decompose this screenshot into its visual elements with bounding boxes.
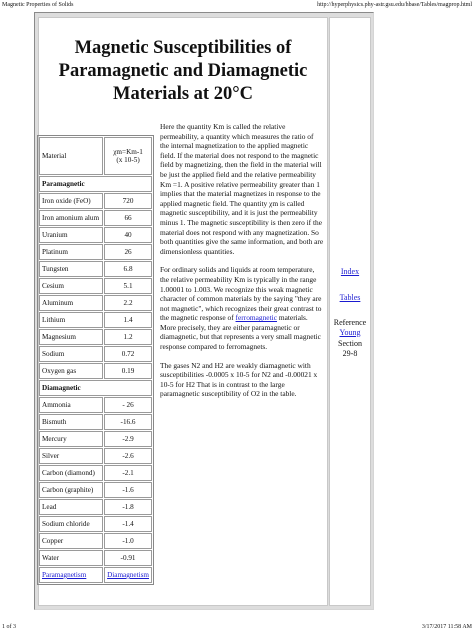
susceptibility-value: 5.1 [104,278,152,294]
material-name: Copper [39,533,103,549]
table-row [39,346,152,362]
column-header-value [104,137,152,175]
material-name: Aluminum [39,295,103,311]
page-count: 1 of 3 [2,624,16,630]
paragraph-gases: The gases N2 and H2 are weakly diamagnetic with susceptibilities -0.0005 x 10-5 for N2 and -0.00021 x 10-5 for H2 That is in contrast to the large paramagnetic susceptibility of O2 in the table. [160,360,318,399]
material-name: Carbon (diamond) [39,465,103,481]
susceptibility-value: 1.2 [104,329,152,345]
table-row [39,363,152,379]
material-name: Bismuth [39,414,103,430]
susceptibility-value: -1.4 [104,516,152,532]
material-name: Silver [39,448,103,464]
material-name: Sodium [39,346,103,362]
title-line: Paramagnetic and Diamagnetic [58,61,308,81]
material-name: Oxygen gas [39,363,103,379]
table-row [39,431,152,447]
susceptibility-value: - 26 [104,397,152,413]
material-name: Sodium chloride [39,516,103,532]
susceptibility-table [37,135,154,585]
susceptibility-value: 0.72 [104,346,152,362]
material-name: Cesium [39,278,103,294]
susceptibility-value: 40 [104,227,152,243]
susceptibility-value: 2.2 [104,295,152,311]
table-row [39,465,152,481]
susceptibility-value: -0.91 [104,550,152,566]
paramagnetism-cell [39,567,103,583]
table-row [39,499,152,515]
material-name: Uranium [39,227,103,243]
susceptibility-value: 0.19 [104,363,152,379]
print-timestamp: 3/17/2017 11:58 AM [421,624,472,630]
susceptibility-value: -2.1 [104,465,152,481]
susceptibility-value: 720 [104,193,152,209]
p2-text-end: materials. More precisely, they are either paramagnetic or diamagnetic, but that represents a very small magnetic response compared to ferromagnets. [160,313,321,352]
susceptibility-value: -2.9 [104,431,152,447]
paramagnetic-group-label: Paramagnetic [39,176,152,192]
print-footer [0,620,474,632]
table-row [39,448,152,464]
susceptibility-value: 6.8 [104,261,152,277]
reference-label: Reference [333,318,367,327]
table-row [39,414,152,430]
page-title [44,37,322,106]
table-row [39,482,152,498]
diamagnetism-link[interactable]: Diamagnetism [107,571,149,579]
susceptibility-value: 1.4 [104,312,152,328]
index-link[interactable]: Index [340,267,360,276]
diamagnetic-rows [39,397,152,566]
value-header-line1: χm=Km-1 [113,148,143,156]
material-name: Carbon (graphite) [39,482,103,498]
table-row [39,295,152,311]
material-name: Ammonia [39,397,103,413]
diamagnetism-cell [104,567,152,583]
material-name: Mercury [39,431,103,447]
table-row [39,550,152,566]
table-row [39,312,152,328]
print-url: http://hyperphysics.phy-astr.gsu.edu/hbase/Tables/magprop.html [317,2,472,8]
paragraph-ordinary-solids [160,265,324,351]
title-line: Materials at 20°C [113,84,253,104]
value-header-line2: (x 10-5) [116,156,140,164]
material-name: Tungsten [39,261,103,277]
susceptibility-value: -2.6 [104,448,152,464]
table-row [39,193,152,209]
table-row [39,278,152,294]
table-row [39,533,152,549]
paramagnetic-rows [39,193,152,379]
p2-text: For ordinary solids and liquids at room temperature, the relative permeability Km is typically in the range 1.00001 to 1.003. We recognize this weak magnetic character of common materials by the saying "they are not magnetic", which recognizes their great contrast to the magnetic response of [160,265,322,323]
table-row [39,397,152,413]
susceptibility-value: 26 [104,244,152,260]
material-name: Iron oxide (FeO) [39,193,103,209]
print-header [0,0,474,10]
section-label: Section [338,339,362,348]
column-header-material: Material [39,137,103,175]
susceptibility-value: -1.8 [104,499,152,515]
material-name: Lithium [39,312,103,328]
paragraph-permeability: Here the quantity Km is called the relative permeability, a quantity which measures the ratio of the internal magnetization to the applied magnetic field. If the material does not respond to the magnetic field by magnetizing, then the field in the material will be just the applied field and the relative permeability Km =1. A positive relative permeability greater than 1 implies that the material magnetizes in response to the applied magnetic field. The quantity χm is called magnetic susceptibility, and it is just the permeability minus 1. The magnetic susceptibility is then zero if the material does not respond with any magnetization. So both quantities give the same information, and both are dimensionless quantities. [160,122,324,256]
tables-link[interactable]: Tables [339,293,361,302]
material-name: Platinum [39,244,103,260]
table-row [39,329,152,345]
print-page-title: Magnetic Properties of Solids [2,2,74,8]
table-row [39,210,152,226]
young-link[interactable]: Young [339,328,361,337]
susceptibility-value: 66 [104,210,152,226]
material-name: Water [39,550,103,566]
table-row [39,261,152,277]
material-name: Magnesium [39,329,103,345]
ferromagnetic-link[interactable]: ferromagnetic [235,313,277,323]
diamagnetic-group-label: Diamagnetic [39,380,152,396]
sidebar-cell [329,17,371,606]
table-row [39,244,152,260]
material-name: Lead [39,499,103,515]
susceptibility-value: -16.6 [104,414,152,430]
table-row [39,516,152,532]
table-row [39,227,152,243]
paramagnetism-link[interactable]: Paramagnetism [42,571,87,579]
susceptibility-value: -1.0 [104,533,152,549]
title-line: Magnetic Susceptibilities of [74,38,292,58]
explanation-text [160,122,324,408]
material-name: Iron amonium alum [39,210,103,226]
susceptibility-value: -1.6 [104,482,152,498]
section-number: 29-8 [342,349,358,358]
